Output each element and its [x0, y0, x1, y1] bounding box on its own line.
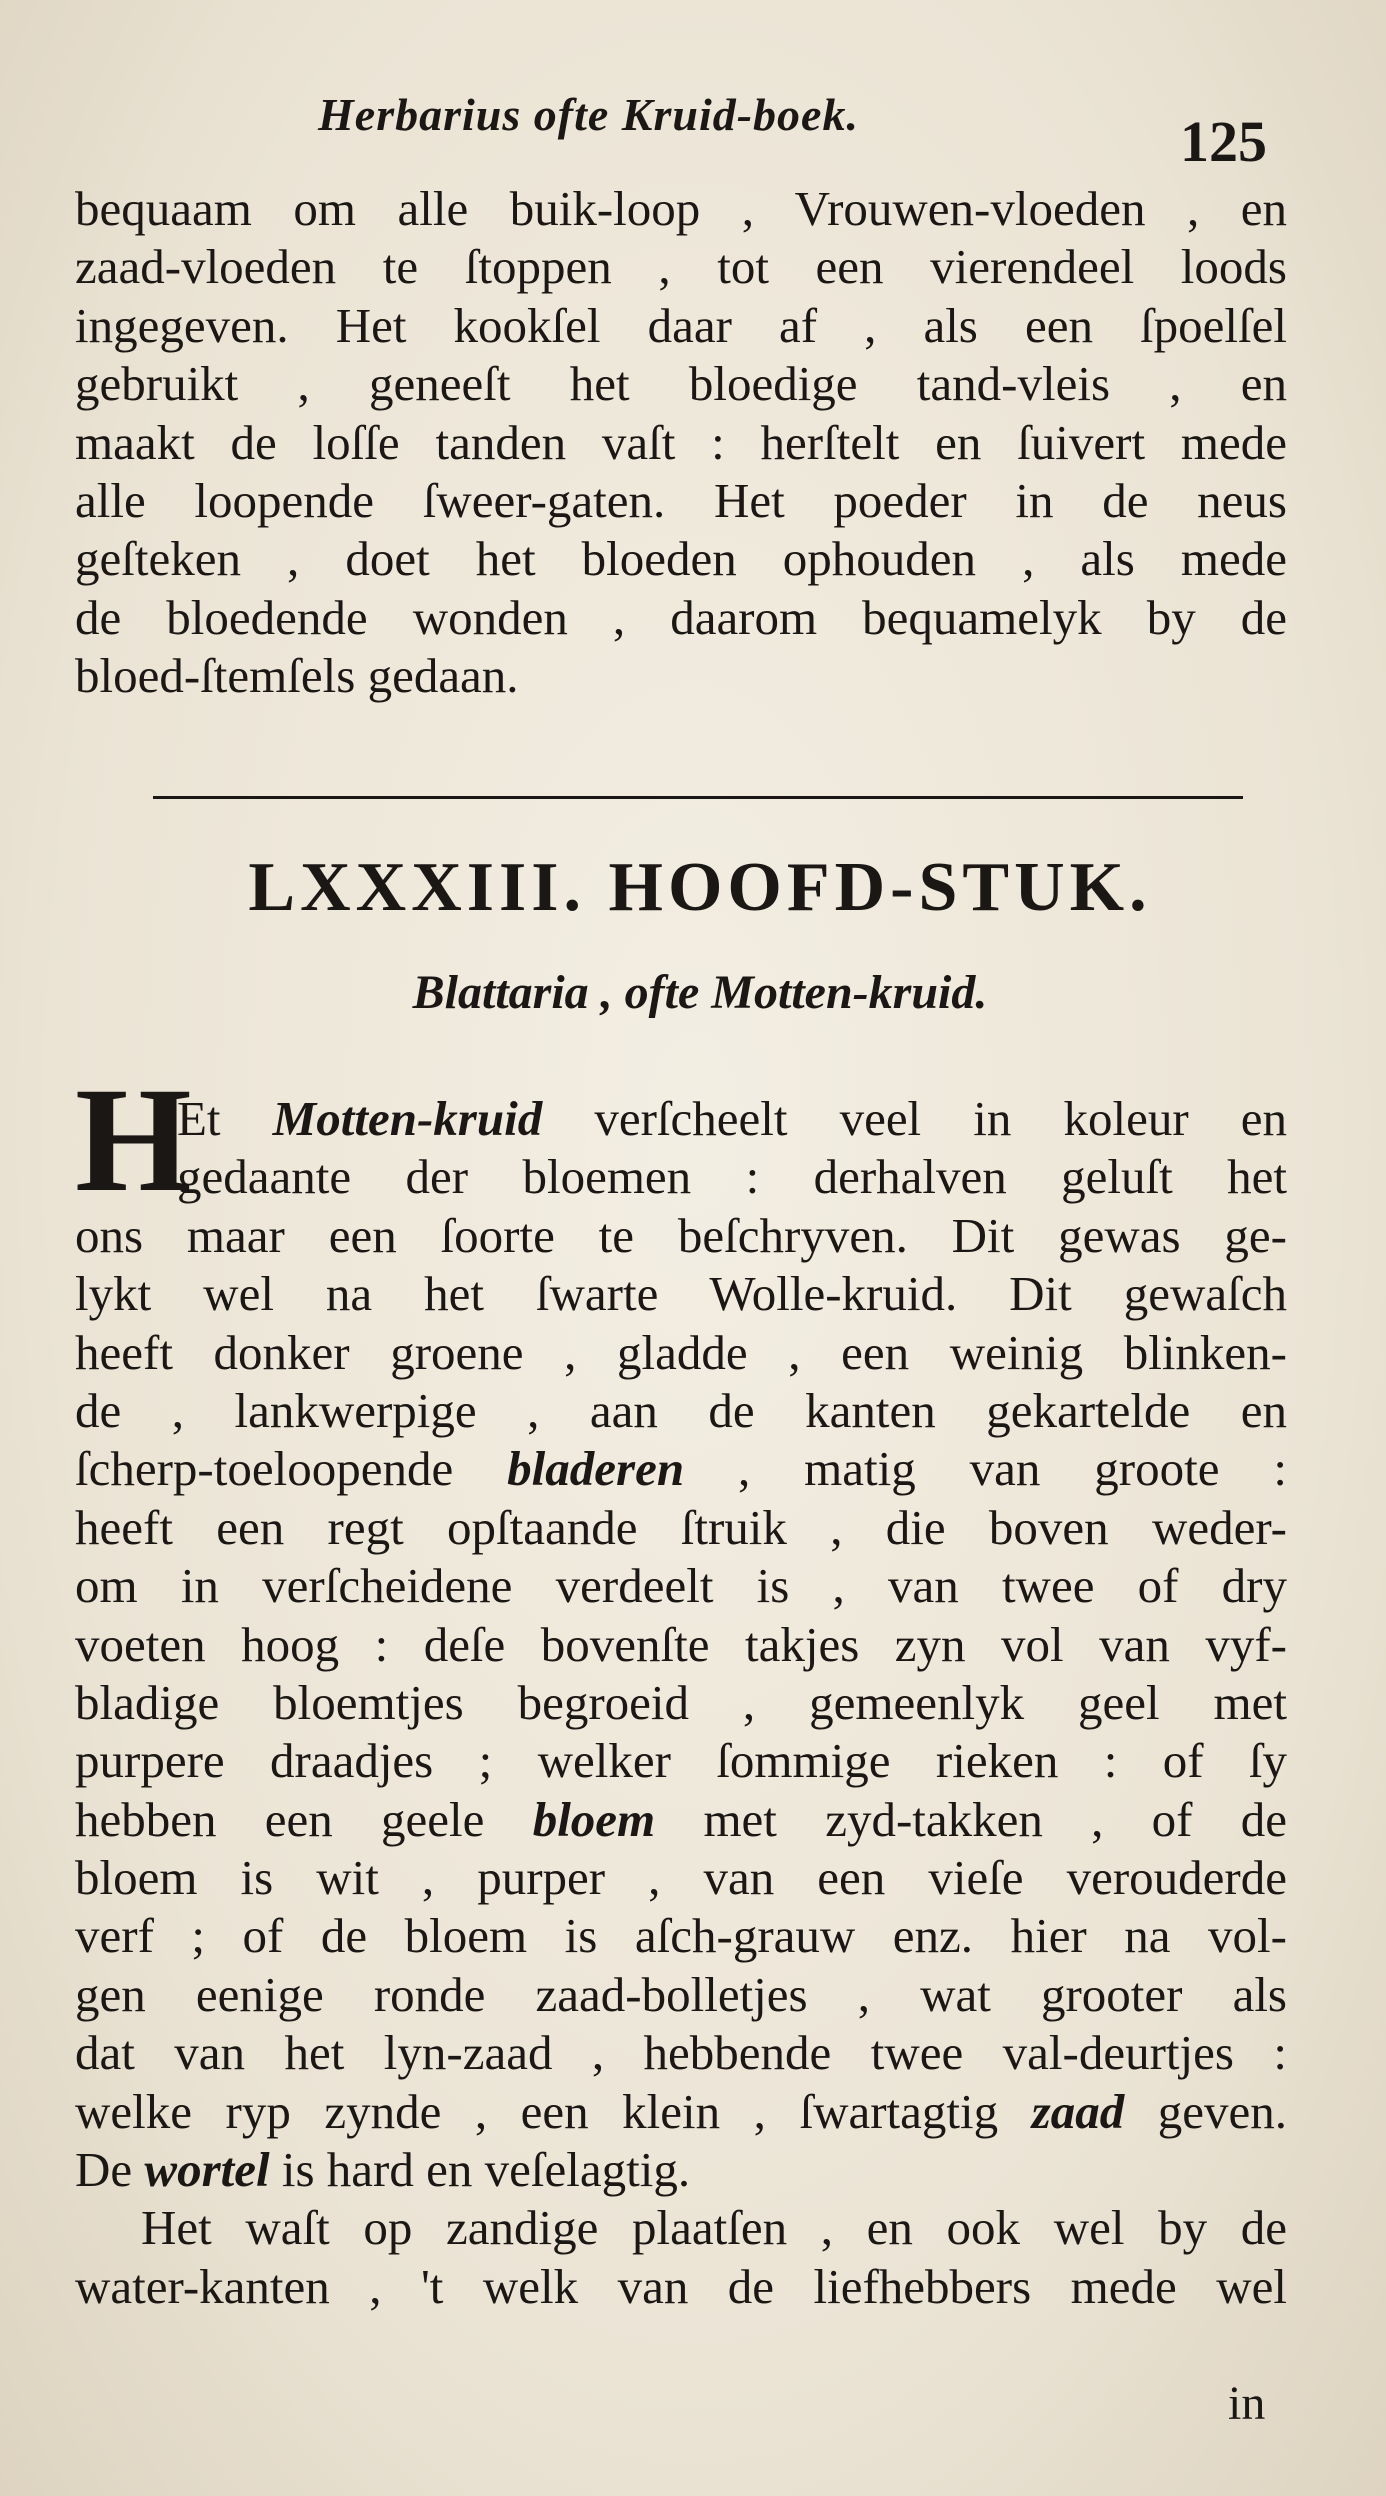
text-line: ons maar een ſoorte te beſchryven. Dit gewas ge-	[75, 1207, 1287, 1263]
text-line: maakt de loſſe tanden vaſt : herſtelt en ſuivert mede	[75, 414, 1287, 470]
text-line: bequaam om alle buik-loop , Vrouwen-vloeden , en	[75, 181, 1287, 236]
section-divider	[153, 796, 1243, 799]
text-line: purpere draadjes ; welker ſommige rieken : of ſy	[75, 1733, 1287, 1789]
chapter-subtitle: Blattaria , ofte Motten-kruid.	[412, 966, 988, 1019]
text-line: zaad-vloeden te ſtoppen , tot een vierendeel loods	[75, 239, 1287, 295]
text-line: gen eenige ronde zaad-bolletjes , wat grooter als	[75, 1966, 1287, 2022]
text-line	[75, 1791, 1287, 1849]
text-run: verſcheelt veel in koleur en	[542, 1091, 1288, 1146]
italic-term: Motten-kruid	[272, 1091, 543, 1146]
text-run: ſcherp-toeloopende	[75, 1441, 508, 1497]
text-line	[75, 2083, 1287, 2141]
text-line: Het waſt op zandige plaatſen , en ook wel by de	[141, 2200, 1287, 2256]
italic-term: bladeren	[507, 1441, 685, 1497]
chapter-body	[75, 1090, 1287, 2316]
text-run: De	[75, 2142, 145, 2198]
text-run: met zyd-takken , of de	[655, 1791, 1288, 1847]
chapter-heading: LXXXIII. HOOFD-STUK.	[248, 849, 1152, 926]
text-line: de bloedende wonden , daarom bequamelyk by de	[75, 589, 1287, 645]
italic-term: bloem	[532, 1791, 656, 1847]
text-run: geven.	[1124, 2083, 1287, 2139]
page-number: 125	[1180, 109, 1267, 174]
text-run: welke ryp zynde , een klein , ſwartagtig	[75, 2083, 1032, 2139]
text-line: verf ; of de bloem is aſch-grauw enz. hier na vol-	[75, 1908, 1287, 1964]
text-line: lykt wel na het ſwarte Wolle-kruid. Dit gewaſch	[75, 1266, 1287, 1322]
text-line	[75, 1090, 1287, 1148]
text-line	[75, 2141, 1287, 2199]
text-run: , matig van groote :	[684, 1441, 1288, 1497]
text-line: gebruikt , geneeſt het bloedige tand-vleis , en	[75, 356, 1287, 412]
text-line: bloed-ſtemſels gedaan.	[75, 648, 519, 704]
text-run: is hard en veſelagtig.	[269, 2142, 691, 2198]
text-line: de , lankwerpige , aan de kanten gekartelde en	[75, 1382, 1287, 1438]
italic-term: zaad	[1031, 2083, 1125, 2139]
catchword: in	[1228, 2377, 1266, 2430]
running-title: Herbarius ofte Kruid-boek.	[318, 89, 859, 140]
drop-cap: H	[75, 1057, 192, 1223]
text-line: heeft donker groene , gladde , een weinig blinken-	[75, 1324, 1287, 1380]
text-run: hebben een geele	[75, 1791, 533, 1847]
text-line	[75, 1440, 1287, 1498]
text-run: Et	[177, 1091, 273, 1146]
text-line: dat van het lyn-zaad , hebbende twee val-deurtjes :	[75, 2025, 1287, 2081]
text-line: om in verſcheidene verdeelt is , van twee of dry	[75, 1558, 1287, 1614]
text-line: voeten hoog : deſe bovenſte takjes zyn vol van vyf-	[75, 1616, 1287, 1672]
text-line: bloem is wit , purper , van een vieſe verouderde	[75, 1850, 1287, 1906]
text-line: alle loopende ſweer-gaten. Het poeder in de neus	[75, 472, 1287, 528]
text-line: water-kanten , 't welk van de liefhebbers mede wel	[75, 2258, 1287, 2314]
text-line: gedaante der bloemen : derhalven geluſt het	[177, 1149, 1287, 1205]
italic-term: wortel	[144, 2142, 270, 2198]
text-line: heeft een regt opſtaande ſtruik , die boven weder-	[75, 1499, 1287, 1555]
text-line: ingegeven. Het kookſel daar af , als een ſpoelſel	[75, 297, 1287, 353]
text-line: bladige bloemtjes begroeid , gemeenlyk geel met	[75, 1674, 1287, 1730]
text-line: geſteken , doet het bloeden ophouden , als mede	[75, 531, 1287, 587]
continuation-paragraph	[75, 180, 1287, 706]
